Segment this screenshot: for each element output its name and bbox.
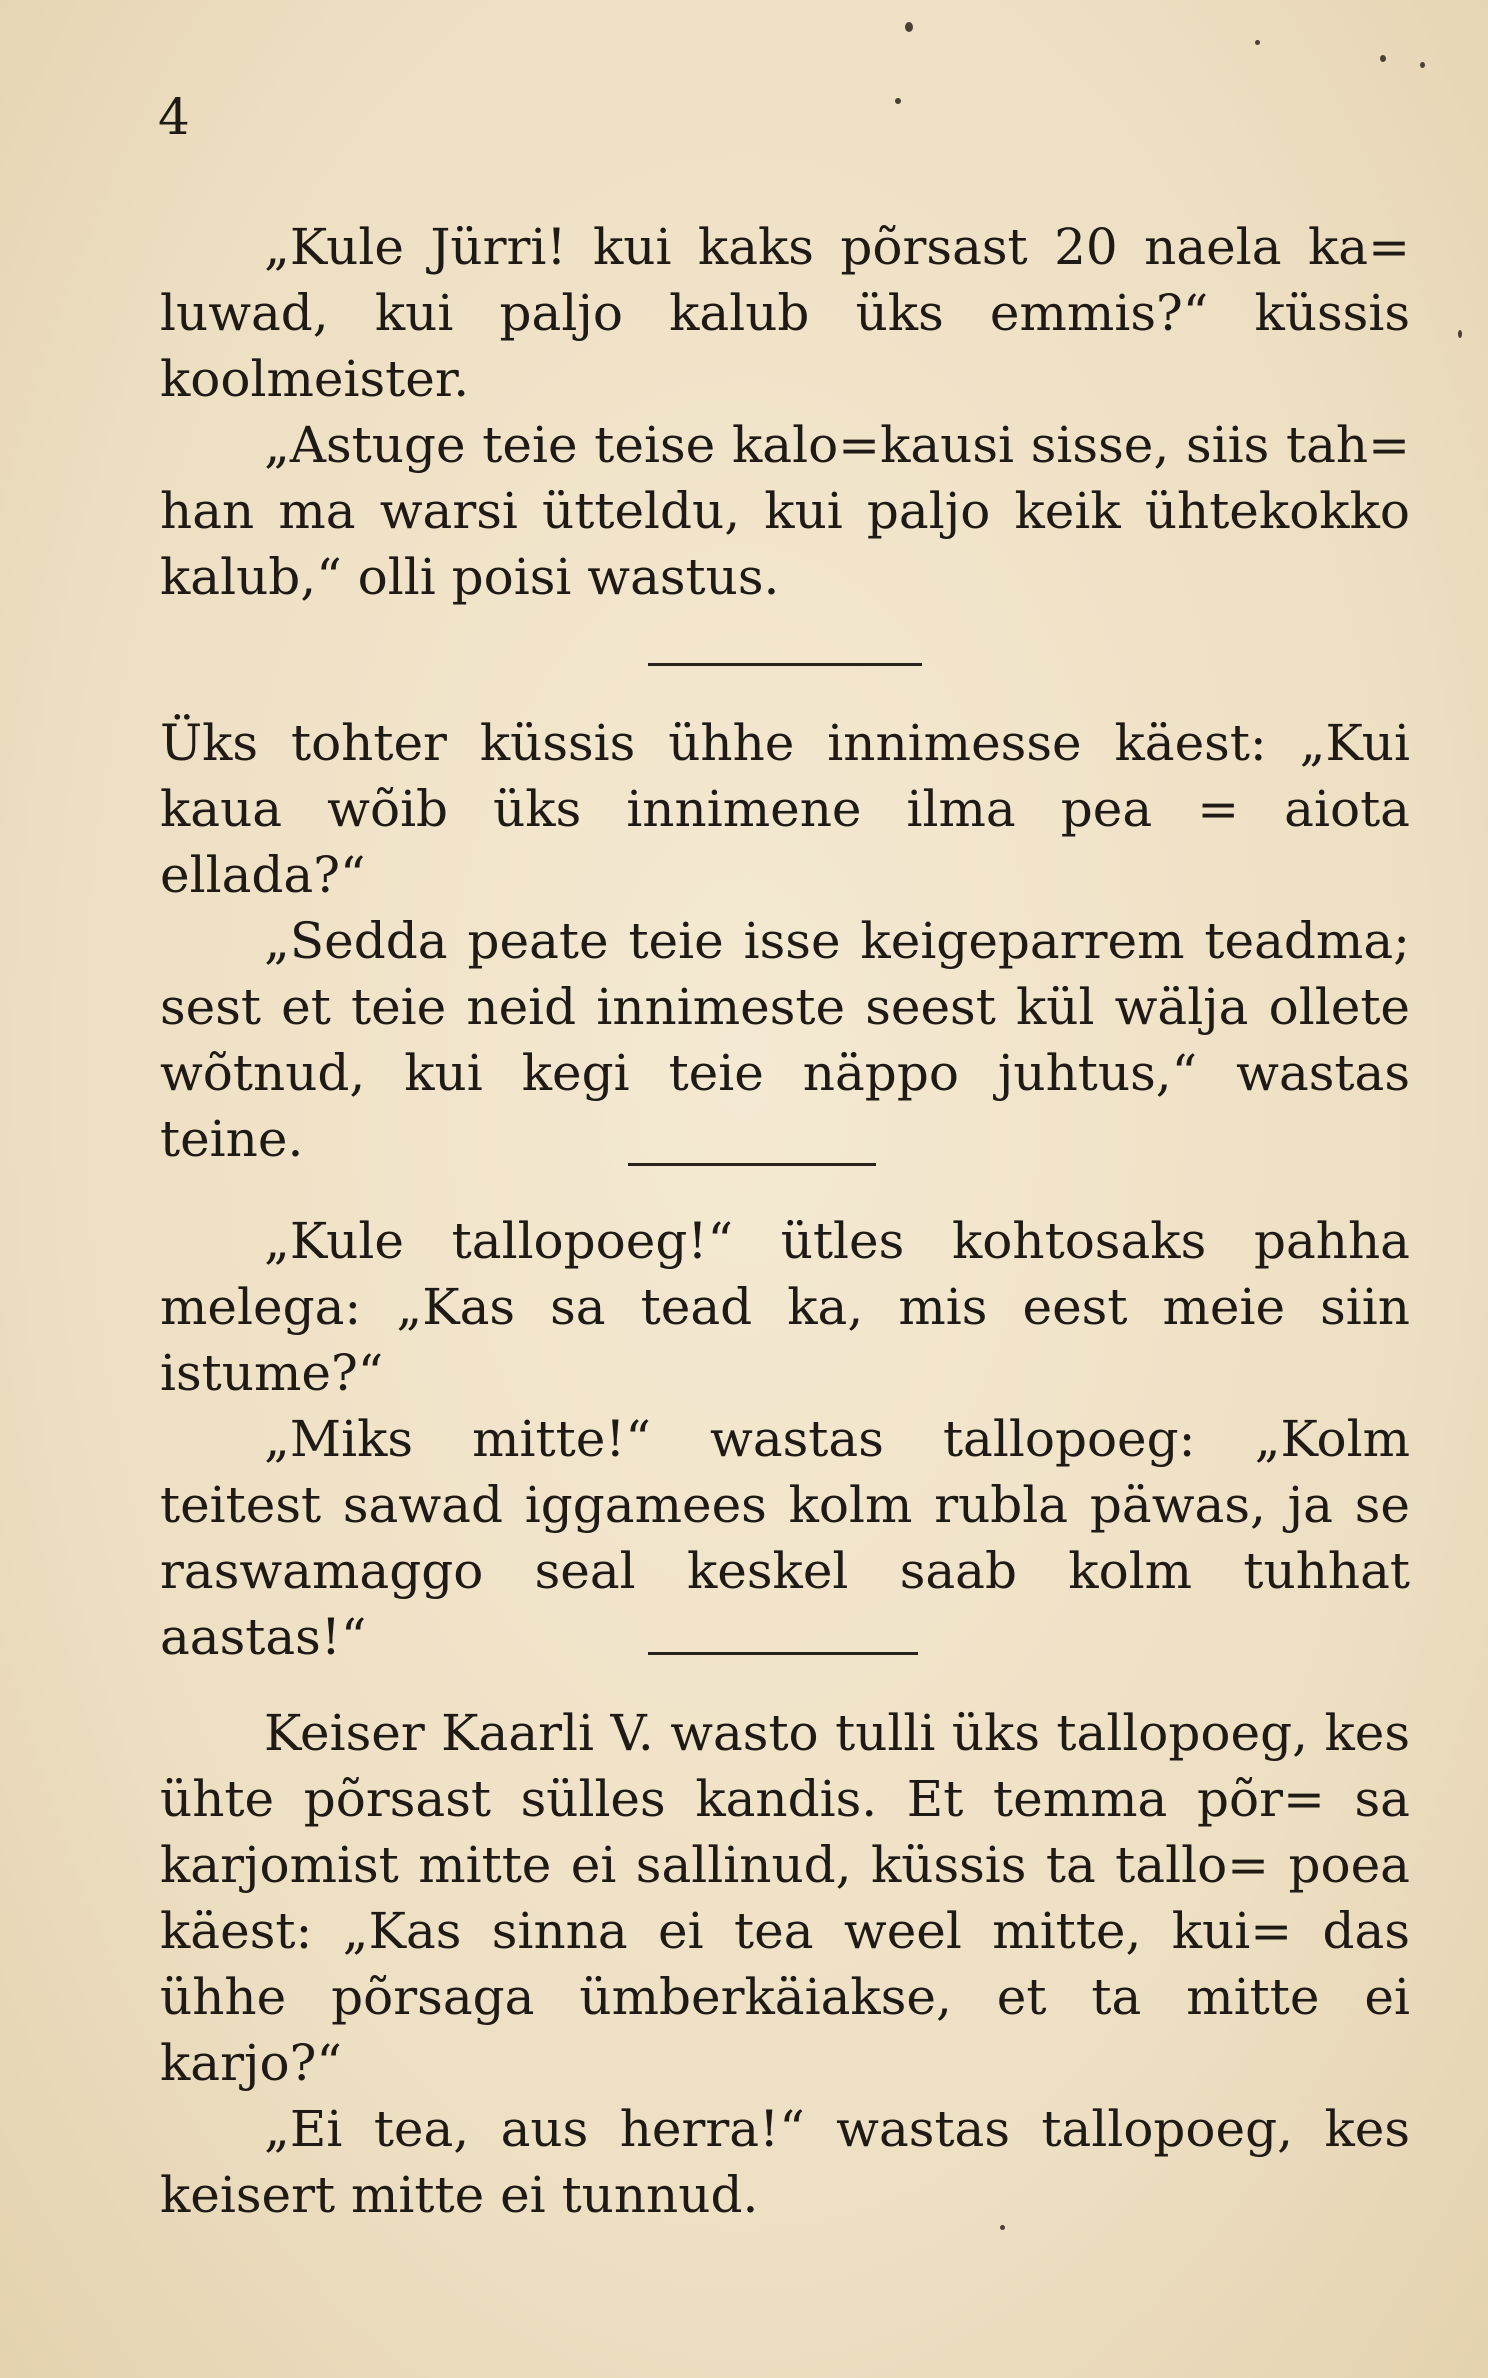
paragraph: „Sedda peate teie isse keigeparrem teadma; sest et teie neid innimeste seest kül wälja ollete wõtnud, kui kegi teie näppo juhtus,“ wastas teine. (160, 912, 1410, 1168)
anecdote-1 (160, 214, 1410, 610)
paper-speck (905, 22, 913, 32)
section-divider (648, 1652, 918, 1655)
anecdote-2 (160, 710, 1410, 1172)
paragraph: „Astuge teie teise kalo=kausi sisse, siis tah= han ma warsi ütteldu, kui paljo keik ühtekokko kalub,“ olli poisi wastus. (160, 416, 1410, 606)
paper-speck (1255, 40, 1260, 45)
paper-speck (1380, 55, 1386, 62)
paragraph: „Ei tea, aus herra!“ wastas tallopoeg, kes keisert mitte ei tunnud. (160, 2100, 1410, 2224)
paragraph: „Kule Jürri! kui kaks põrsast 20 naela ka= luwad, kui paljo kalub üks emmis?“ küssis koolmeister. (160, 218, 1410, 408)
paragraph: Üks tohter küssis ühhe innimesse käest: „Kui kaua wõib üks innimene ilma pea = aiota ellada?“ (160, 714, 1410, 904)
paragraph: „Miks mitte!“ wastas tallopoeg: „Kolm teitest sawad iggamees kolm rubla päwas, ja se raswamaggo seal keskel saab kolm tuhhat aastas!“ (160, 1410, 1410, 1666)
paper-speck (1420, 62, 1425, 68)
paragraph: „Kule tallopoeg!“ ütles kohtosaks pahha melega: „Kas sa tead ka, mis eest meie siin istume?“ (160, 1212, 1410, 1402)
anecdote-4 (160, 1700, 1410, 2228)
paper-speck (1458, 330, 1462, 338)
section-divider (628, 1163, 876, 1166)
paper-speck (895, 98, 901, 104)
page-number: 4 (158, 88, 190, 146)
anecdote-3 (160, 1208, 1410, 1670)
paper-speck (1000, 2225, 1005, 2230)
section-divider (648, 663, 922, 666)
paragraph: Keiser Kaarli V. wasto tulli üks tallopoeg, kes ühte põrsast sülles kandis. Et temma põr= sa karjomist mitte ei sallinud, küssis ta tallo= poea käest: „Kas sinna ei tea weel mitte, kui= das ühhe põrsaga ümberkäiakse, et ta mitte ei karjo?“ (160, 1704, 1410, 2092)
